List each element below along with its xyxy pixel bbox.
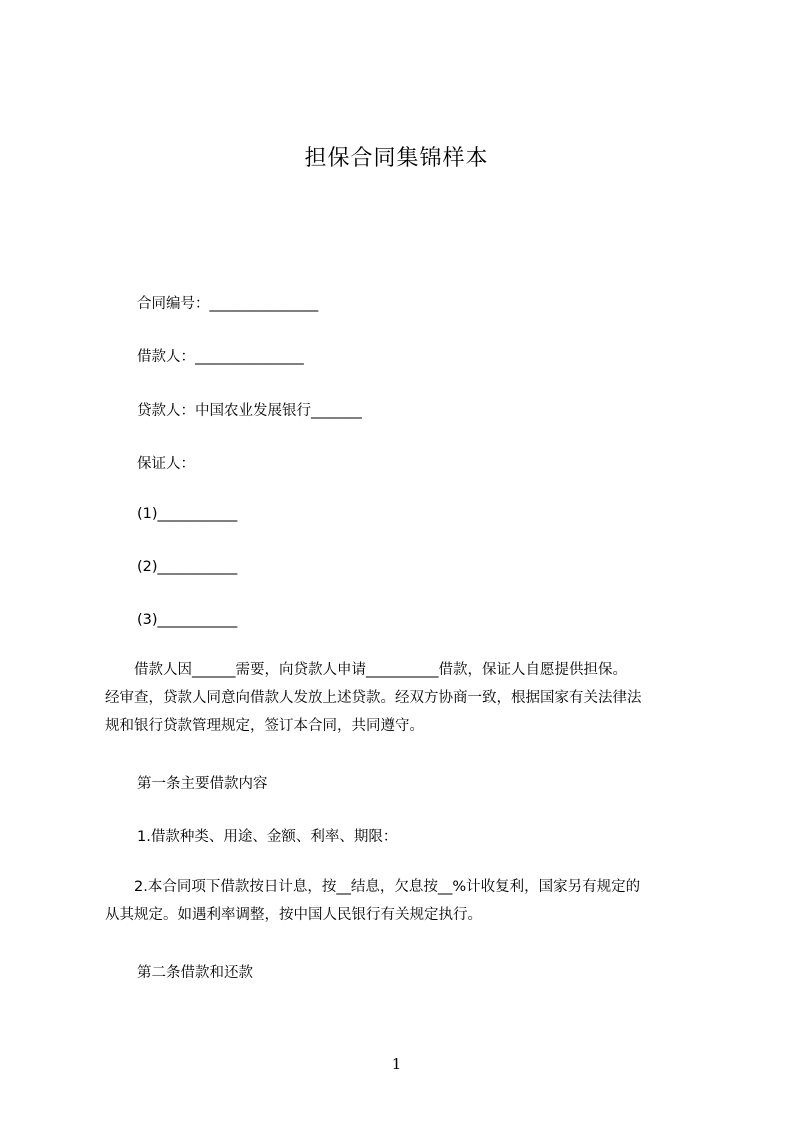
article-2-heading: 第二条借款和还款 [137,965,253,981]
guarantor-3-line: (3)___________ [137,612,238,628]
intro-line-1: 借款人因______需要，向贷款人申请__________借款，保证人自愿提供担保。 [105,662,627,678]
guarantor-1-line: (1)___________ [137,506,238,522]
article-1-heading: 第一条主要借款内容 [137,776,268,792]
intro-line-2: 经审查，贷款人同意向借款人发放上述贷款。经双方协商一致，根据国家有关法律法 [105,690,642,706]
lender-line: 贷款人：中国农业发展银行_______ [137,403,362,419]
borrower-line: 借款人：_______________ [137,349,304,365]
intro-paragraph [105,656,705,740]
article-1-item-1: 1.借款种类、用途、金额、利率、期限： [137,829,398,845]
contract-number-line: 合同编号：_______________ [137,296,319,312]
guarantor-2-line: (2)___________ [137,559,238,575]
item-2-line-1: 2.本合同项下借款按日计息，按__结息，欠息按__%计收复利，国家另有规定的 [105,879,641,895]
item-2-line-2: 从其规定。如遇利率调整，按中国人民银行有关规定执行。 [105,907,482,923]
document-title: 担保合同集锦样本 [304,146,489,171]
article-1-item-2 [105,873,705,929]
intro-line-3: 规和银行贷款管理规定，签订本合同，共同遵守。 [105,718,424,734]
guarantor-heading: 保证人： [137,456,195,472]
page-number: 1 [391,1055,402,1073]
